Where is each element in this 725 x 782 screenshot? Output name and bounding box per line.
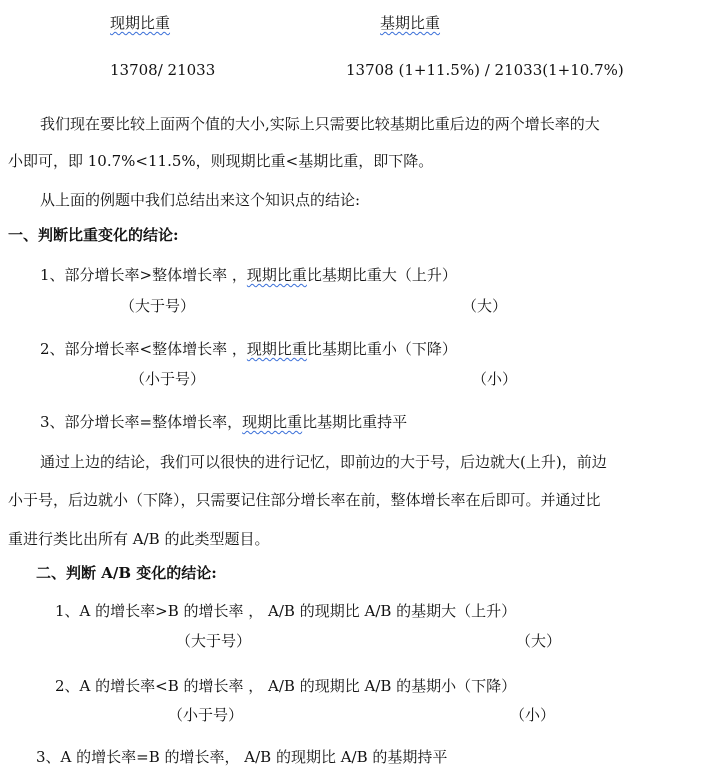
section2-item-3-text: 3、A 的增长率=B 的增长率， A/B 的现期比 A/B 的基期持平 <box>36 748 448 766</box>
section1-item-2-text-b: 现期比重 <box>246 340 307 358</box>
section2-item-2-note-right: （小） <box>510 706 556 724</box>
section1-item-1-text-b: 现期比重 <box>246 266 307 284</box>
section1-item-2-text-a: 2、部分增长率<整体增长率 ， <box>40 340 247 358</box>
current-formula: 13708/ 21033 <box>110 61 216 79</box>
para3-line3: 重进行类比出所有 A/B 的此类型题目。 <box>8 530 270 548</box>
section1-item-1-text-c: 比基期比重大（上升） <box>306 266 457 284</box>
para3-line1: 通过上边的结论，我们可以很快的进行记忆，即前边的大于号，后边就大(上升)，前边 <box>40 453 607 471</box>
section1-item-3-text-b: 现期比重 <box>242 413 303 431</box>
section1-item-2-note-right: （小） <box>472 370 518 388</box>
section1-item-2-note-left: （小于号） <box>130 370 206 388</box>
section2-item-2-note-left: （小于号） <box>168 706 244 724</box>
section2-item-1-note-right: （大） <box>516 632 562 650</box>
section1-item-3-text-c: 比基期比重持平 <box>302 413 408 431</box>
para1-line2: 小即可，即 10.7%<11.5%，则现期比重<基期比重，即下降。 <box>8 152 434 170</box>
section1-item-1-note-left: （大于号） <box>120 297 196 315</box>
para3-line2: 小于号，后边就小（下降），只需要记住部分增长率在前，整体增长率在后即可。并通过比 <box>8 491 601 509</box>
section1-item-1-note-right: （大） <box>462 297 508 315</box>
section1-item-2-text-c: 比基期比重小（下降） <box>306 340 457 358</box>
section2-item-2-text: 2、A 的增长率<B 的增长率 ， A/B 的现期比 A/B 的基期小（下降） <box>55 677 517 695</box>
section1-item-3-text-a: 3、部分增长率=整体增长率， <box>40 413 243 431</box>
section2-item-1-note-left: （大于号） <box>176 632 252 650</box>
para1-line1: 我们现在要比较上面两个值的大小,实际上只需要比较基期比重后边的两个增长率的大 <box>40 115 600 133</box>
section2-title: 二、判断 A/B 变化的结论: <box>36 564 217 582</box>
section1-title: 一、判断比重变化的结论: <box>8 226 179 244</box>
current-proportion-label: 现期比重 <box>110 14 171 32</box>
section2-item-1-text: 1、A 的增长率>B 的增长率 ， A/B 的现期比 A/B 的基期大（上升） <box>55 602 517 620</box>
base-formula: 13708 (1+11.5%) / 21033(1+10.7%) <box>346 61 624 79</box>
base-proportion-label: 基期比重 <box>380 14 441 32</box>
section1-item-1-text-a: 1、部分增长率>整体增长率 ， <box>40 266 247 284</box>
para2: 从上面的例题中我们总结出来这个知识点的结论: <box>40 191 361 209</box>
